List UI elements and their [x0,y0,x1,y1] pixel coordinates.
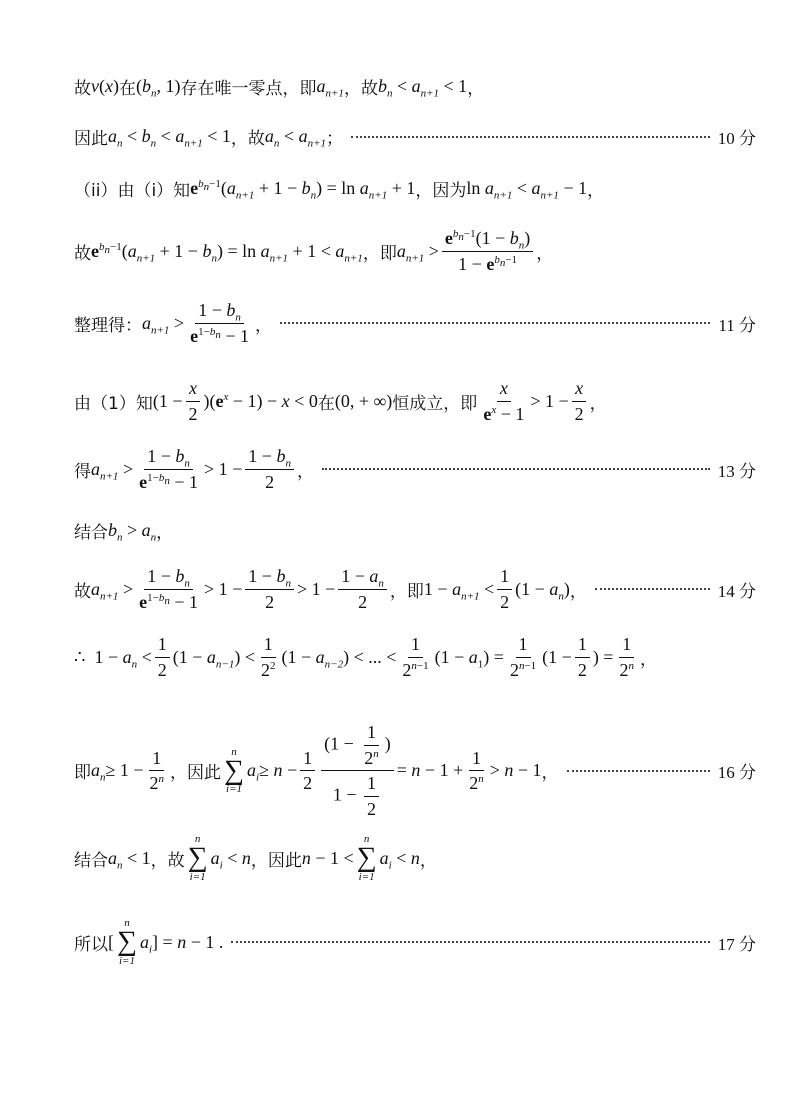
score-label: 11 分 [718,315,756,335]
solution-line-6: 由（1）知 (1 − $\frac{x}{2}$ )$(e^x - 1) - x < 0$ 在 (0, + ∞) 恒成立，即 $\frac{x}{e^x - 1}$ > 1 − $\frac{x}{2}$ ， [74,378,607,424]
score-label: 16 分 [717,763,756,783]
score-label: 10 分 [717,129,756,148]
score-leader [231,941,709,943]
solution-line-2: 因此 $a_n < b_n < a_{n+1} < 1$ ， 故 $a_n < a_{n+1}$ ； 10 分 [74,126,756,150]
solution-line-13: 所以 [ n ∑ i=1 $a_i] = n - 1$ . 17 分 [74,917,756,967]
solution-line-4: 故 $e^{b_n-1}(a_{n+1} + 1 - b_n) = \ln a_{n+1} + 1 < a_{n+1}$ ， 即 $a_{n+1}$ > $\frac{e^{b_n-1}(1 - b_n)}{1 - e^{b_n-1}}$ ， [74,228,554,274]
solution-line-1: 故 v(x) 在 ($b_n$, 1) 存在唯一零点，即 $a_{n+1}$ ， 故 $b_n < a_{n+1} < 1$ ， [74,76,485,100]
solution-line-5: 整理得： $a_{n+1}$ > $\frac{1 - b_n}{e^{1-b_n} - 1}$ ， 11 分 [74,300,756,346]
solution-line-3: （ii）由（i）知 $e^{b_n-1}(a_{n+1} + 1 - b_n) = \ln a_{n+1} + 1$ ， 因为 $\ln a_{n+1} < a_{n+1} - 1$ ， [74,178,605,202]
score-label: 13 分 [717,461,756,481]
score-leader [351,136,710,138]
solution-line-11: 即 $a_n\ge 1$ − $\frac{1}{2^n}$ ， 因此 n ∑ i=1 $a_i\ge n$ − $\frac{1}{2}$ (1 − $\frac{1}{2^n}$ ) 1 − $\frac{1}{2}$ = n − 1 + $\frac{1}{2^n}$ > n − 1 ， 16 分 [74,722,756,820]
score-label: 14 分 [717,581,756,601]
score-leader [280,322,710,324]
score-leader [595,588,710,590]
solution-line-10: ∴ $1 - a_n$ < $\frac{1}{2}$ $(1 - a_{n-1})$ < $\frac{1}{2^2}$ $(1 - a_{n-2})$ < ... < $\frac{1}{2^{n-1}}$ $(1 - a_1)$ = $\frac{1}{2^{n-1}}$ (1 − $\frac{1}{2}$ ) = $\frac{1}{2^n}$ ， [74,634,657,680]
solution-line-9: 故 $a_{n+1}$ > $\frac{1 - b_n}{e^{1-b_n} - 1}$ > 1 − $\frac{1 - b_n}{2}$ > 1 − $\frac{1 - a_n}{2}$ ， 即 $1 - a_{n+1}$ < $\frac{1}{2}$ $(1 - a_n)$ ， 14 分 [74,566,756,612]
solution-line-7: 得 $a_{n+1}$ > $\frac{1 - b_n}{e^{1-b_n} - 1}$ > 1 − $\frac{1 - b_n}{2}$ ， 13 分 [74,446,756,492]
solution-line-12: 结合 $a_n < 1$ ， 故 n ∑ i=1 $a_i < n$ ， 因此 n − 1 < n ∑ i=1 $a_i < n$ ， [74,833,437,883]
score-label: 17 分 [717,934,756,954]
solution-line-8: 结合 $b_n > a_n$ ， [74,520,174,544]
score-leader [322,468,710,470]
score-leader [567,770,710,772]
